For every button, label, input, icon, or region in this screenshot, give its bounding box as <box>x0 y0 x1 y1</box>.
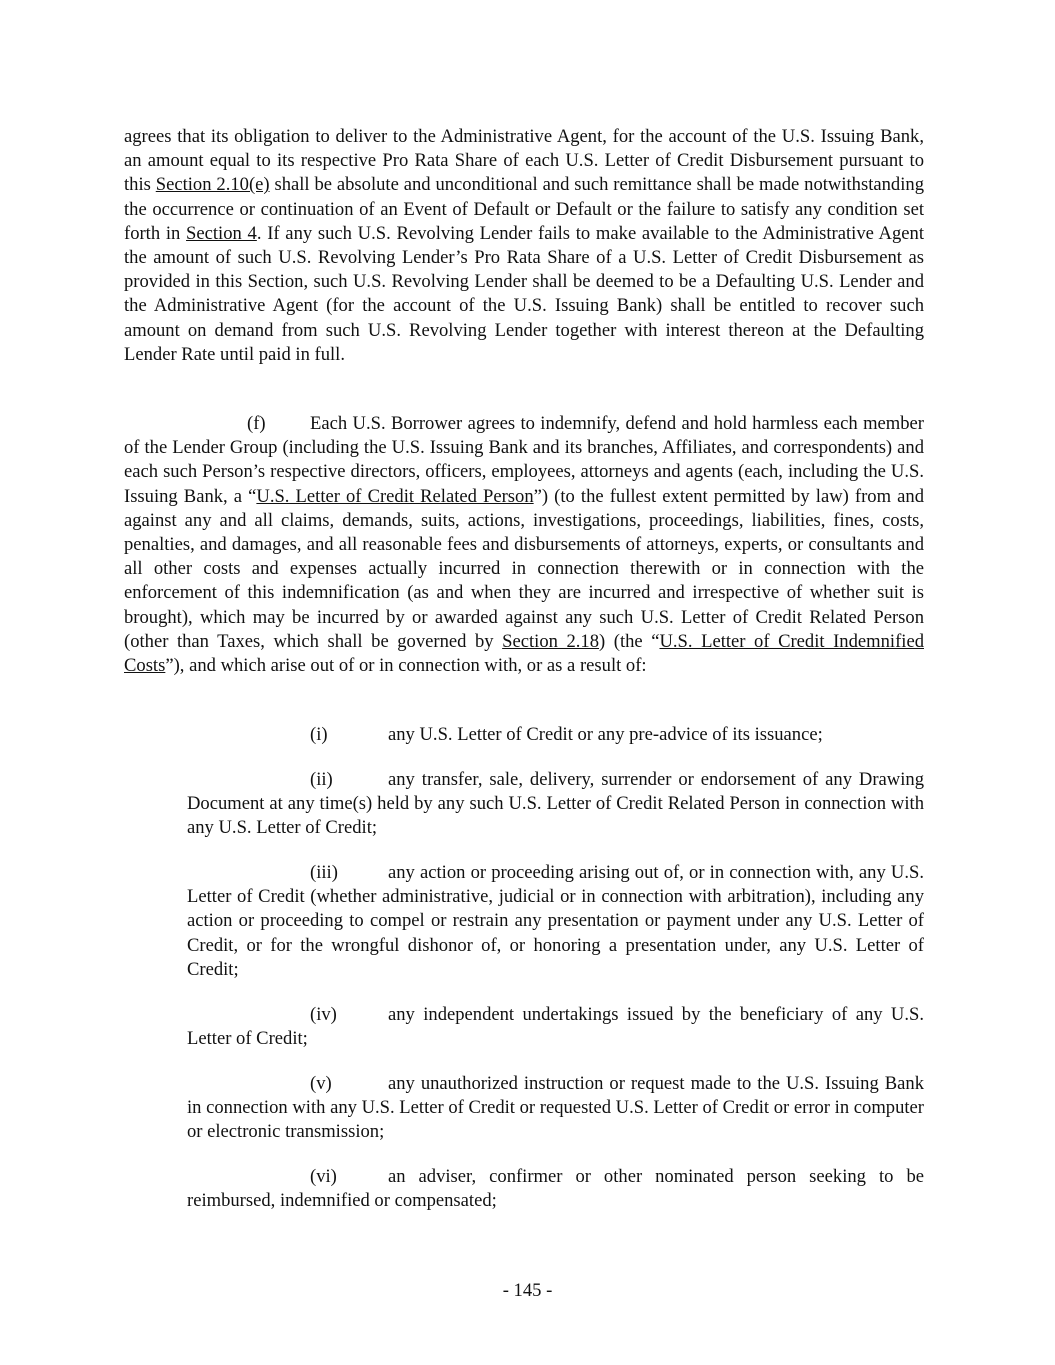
subitem-label: (i) <box>310 724 328 745</box>
section-reference: Section 2.10(e) <box>155 174 270 196</box>
defined-term: U.S. Letter of Credit Related Person <box>256 485 534 507</box>
paragraph-text: ) (the “ <box>599 630 660 652</box>
subitem-label: (ii) <box>310 769 333 790</box>
paragraph-continuation <box>124 125 924 367</box>
subitem-label: (iii) <box>310 862 338 883</box>
paragraph-text: shall be absolute and unconditional and such remittance shall be made notwithstanding the occurrence or continuation of an Event of Default or Default or the failure to satisfy any condition set forth in <box>124 174 924 244</box>
subitem-iv <box>187 1003 924 1051</box>
subitem-label: (iv) <box>310 1004 337 1025</box>
subitem-text: an adviser, confirmer or other nominated person seeking to be reimbursed, indemnified or compensated; <box>187 1166 924 1212</box>
section-reference: Section 4 <box>186 222 257 244</box>
subitem-iii <box>187 861 924 982</box>
subitem-ii <box>187 768 924 841</box>
subitem-text: any transfer, sale, delivery, surrender or endorsement of any Drawing Document at any time(s) held by any such U.S. Letter of Credit Related Person in connection with any U.S. Letter of Credit; <box>187 769 924 839</box>
paragraph-text: agrees that its obligation to deliver to the Administrative Agent, for the account of the U.S. Issuing Bank, an amount equal to its respective Pro Rata Share of each U.S. Letter of Credit Disbursement pursuant to this <box>124 126 924 196</box>
paragraph-label: (f) <box>247 413 266 434</box>
subitem-i <box>187 723 924 747</box>
paragraph-text: Each U.S. Borrower agrees to indemnify, defend and hold harmless each member of the Lender Group (including the U.S. Issuing Bank and its branches, Affiliates, and correspondents) and each such Person’s respective directors, officers, employees, attorneys and agents (each, including the U.S. Issuing Bank, a “ <box>124 413 924 507</box>
subitem-vi <box>187 1165 924 1213</box>
subitem-text: any unauthorized instruction or request made to the U.S. Issuing Bank in connection with any U.S. Letter of Credit or requested U.S. Letter of Credit or error in computer or electronic transmission; <box>187 1073 924 1143</box>
paragraph-f <box>124 412 924 678</box>
subitem-text: any action or proceeding arising out of, or in connection with, any U.S. Letter of Credit (whether administrative, judicial or in connection with arbitration), including any action or proceeding to compel or restrain any presentation or payment under any U.S. Letter of Credit, or for the wrongful dishonor of, or honoring a presentation under, any U.S. Letter of Credit; <box>187 862 924 980</box>
paragraph-text: . If any such U.S. Revolving Lender fails to make available to the Administrative Agent the amount of such U.S. Revolving Lender’s Pro Rata Share of a U.S. Letter of Credit Disbursement as provided in this Section, such U.S. Revolving Lender shall be deemed to be a Defaulting U.S. Lender and the Administrative Agent (for the account of the U.S. Issuing Bank) shall be entitled to recover such amount on demand from such U.S. Revolving Lender together with interest thereon at the Defaulting Lender Rate until paid in full. <box>124 222 925 365</box>
defined-term: U.S. Letter of Credit Indemnified Costs <box>124 630 924 677</box>
paragraph-text: ”), and which arise out of or in connection with, or as a result of: <box>165 655 647 677</box>
subitem-text: any independent undertakings issued by the beneficiary of any U.S. Letter of Credit; <box>187 1004 924 1050</box>
subitem-label: (v) <box>310 1073 332 1094</box>
section-reference: Section 2.18 <box>502 630 600 652</box>
subitem-text: any U.S. Letter of Credit or any pre-advice of its issuance; <box>388 724 823 745</box>
page-number: - 145 - <box>502 1280 553 1301</box>
paragraph-text: ”) (to the fullest extent permitted by law) from and against any and all claims, demands, suits, actions, investigations, proceedings, liabilities, fines, costs, penalties, and damages, and all reasonable fees and disbursements of attorneys, experts, or consultants and all other costs and expenses actually incurred in connection therewith or in connection with the enforcement of this indemnification (as and when they are incurred and irrespective of whether suit is brought), which may be incurred by or awarded against any such U.S. Letter of Credit Related Person (other than Taxes, which shall be governed by <box>124 485 924 652</box>
subitem-v <box>187 1072 924 1145</box>
subitem-label: (vi) <box>310 1166 337 1187</box>
